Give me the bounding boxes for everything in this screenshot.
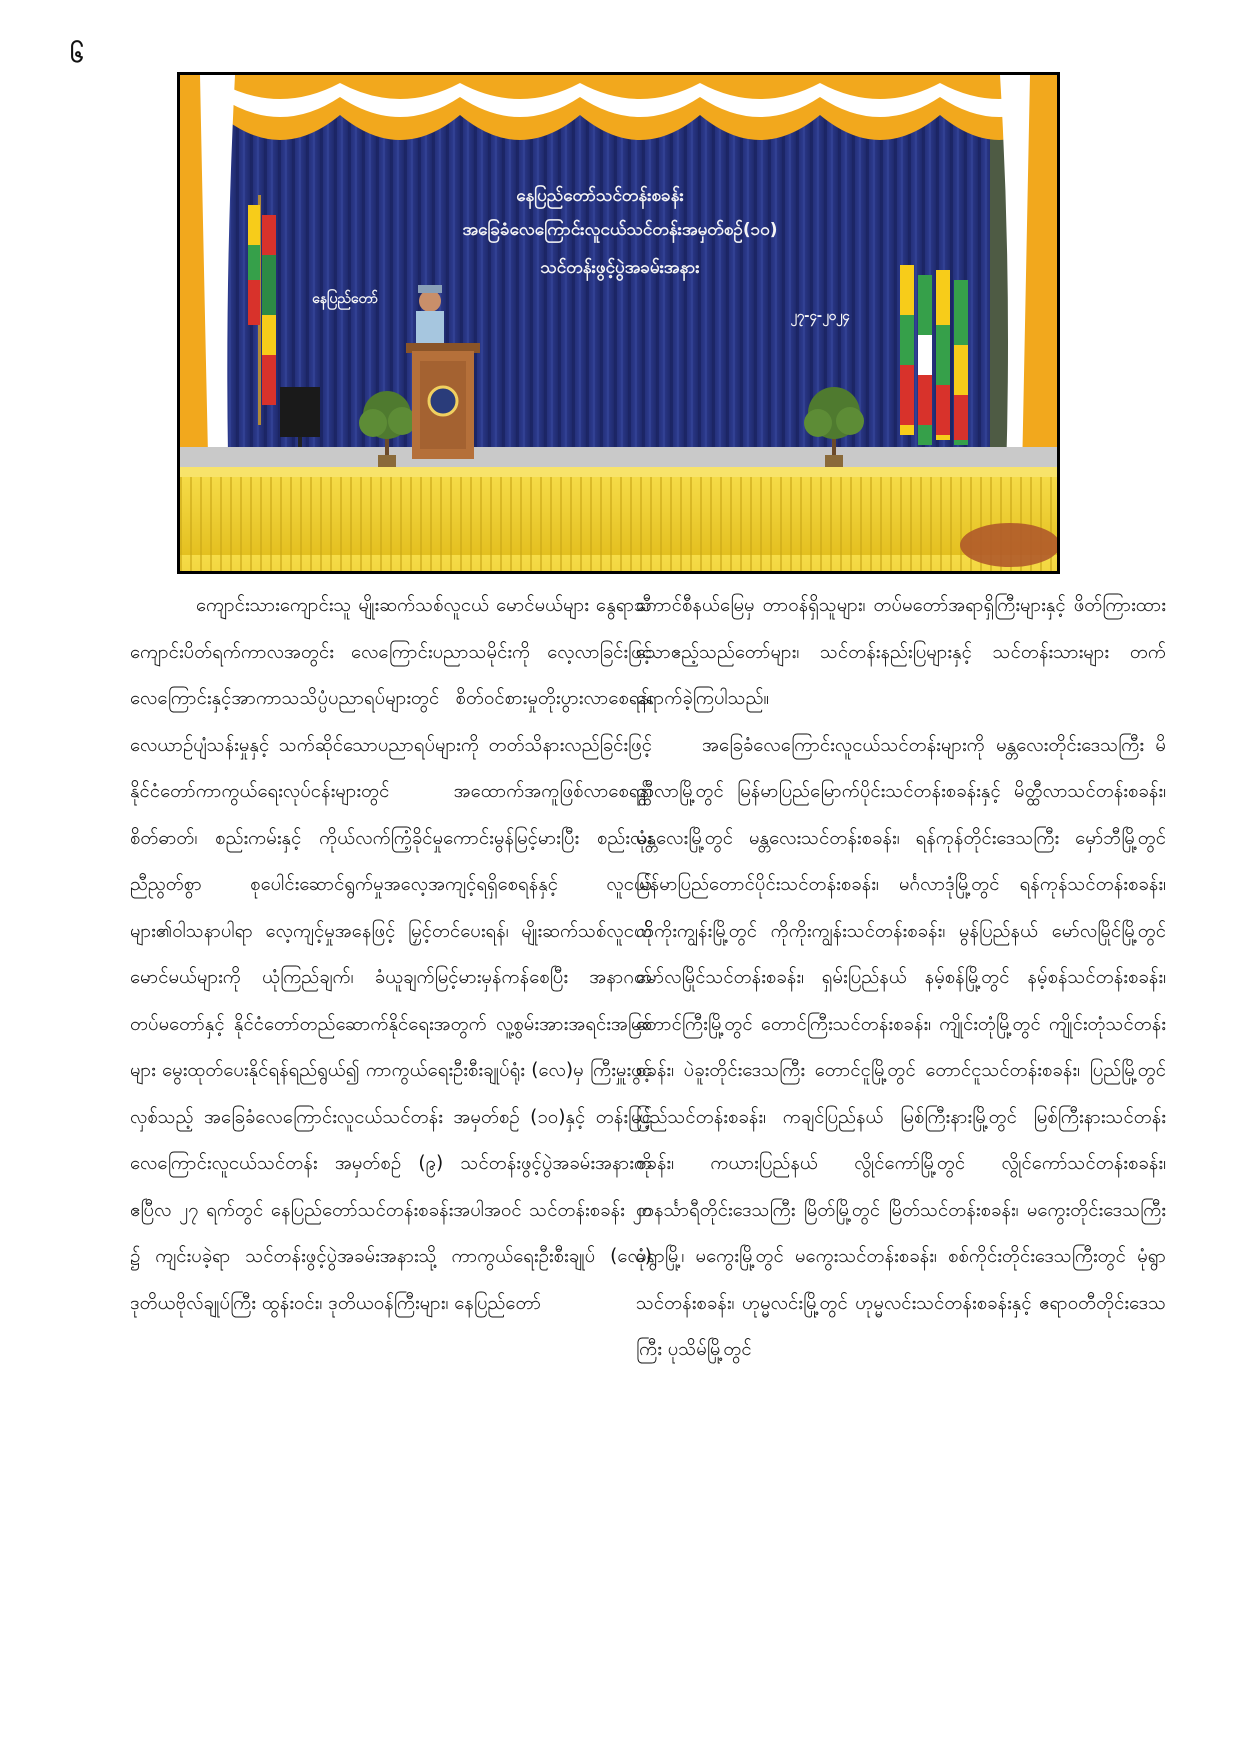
page-number: ၆ [70,40,84,68]
banner-line2: အခြေခံလေကြောင်းလူငယ်သင်တန်းအမှတ်စဉ်(၁၀) [462,220,778,240]
audience-foreground [960,523,1057,567]
article-column-right [636,583,1166,1374]
banner-place: နေပြည်တော် [312,291,378,307]
article-paragraph-right-2: အခြေခံလေကြောင်းလူငယ်သင်တန်းများကို မန္တလေးတိုင်းဒေသကြီး မိတ္ထီလာမြို့တွင် မြန်မာပြည်မြောက်ပိုင်းသင်တန်းစခန်းနှင့် မိတ္ထီလာသင်တန်းစခန်း၊ မန္တလေးမြို့တွင် မန္တလေးသင်တန်းစခန်း၊ ရန်ကုန်တိုင်းဒေသကြီး မှော်ဘီမြို့တွင် မြန်မာပြည်တောင်ပိုင်းသင်တန်းစခန်း၊ မင်္ဂလာဒုံမြို့တွင် ရန်ကုန်သင်တန်းစခန်း၊ ကိုကိုးကျွန်းမြို့တွင် ကိုကိုးကျွန်းသင်တန်းစခန်း၊ မွန်ပြည်နယ် မော်လမြိုင်မြို့တွင် မော်လမြိုင်သင်တန်းစခန်း၊ ရှမ်းပြည်နယ် နမ့်စန်မြို့တွင် နမ့်စန်သင်တန်းစခန်း၊ တောင်ကြီးမြို့တွင် တောင်ကြီးသင်တန်းစခန်း၊ ကျိုင်းတုံမြို့တွင် ကျိုင်းတုံသင်တန်းစခန်း၊ ပဲခူးတိုင်းဒေသကြီး တောင်ငူမြို့တွင် တောင်ငူသင်တန်းစခန်း၊ ပြည်မြို့တွင် ပြည်သင်တန်းစခန်း၊ ကချင်ပြည်နယ် မြစ်ကြီးနားမြို့တွင် မြစ်ကြီးနားသင်တန်းစခန်း၊ ကယားပြည်နယ် လွိုင်ကော်မြို့တွင် လွိုင်ကော်သင်တန်းစခန်း၊ တနင်္သာရီတိုင်းဒေသကြီး မြိတ်မြို့တွင် မြိတ်သင်တန်းစခန်း၊ မကွေးတိုင်းဒေသကြီး မုံရွာမြို့၊ မကွေးမြို့တွင် မကွေးသင်တန်းစခန်း၊ စစ်ကိုင်းတိုင်းဒေသကြီးတွင် မုံရွာသင်တန်းစခန်း၊ ဟုမ္မလင်းမြို့တွင် ဟုမ္မလင်းသင်တန်းစခန်းနှင့် ဧရာဝတီတိုင်းဒေသကြီး ပုသိမ်မြို့တွင် [636,734,1166,1360]
event-photo [177,72,1060,574]
banner-line1: နေပြည်တော်သင်တန်းစခန်း [516,186,684,206]
article-column-left [130,583,652,1327]
banner-date: ၂၇-၄-၂၀၂၄ [790,309,850,324]
article-paragraph-left: ကျောင်းသားကျောင်းသူ မျိုးဆက်သစ်လူငယ် မောင်မယ်များ နွေရာသီကျောင်းပိတ်ရက်ကာလအတွင်း လေကြောင်းပညာသမိုင်းကို လေ့လာခြင်းဖြင့် လေကြောင်းနှင့်အာကာသသိပ္ပံပညာရပ်များတွင် စိတ်ဝင်စားမှုတိုးပွားလာစေရန်၊ လေယာဉ်ပျံသန်းမှုနှင့် သက်ဆိုင်သောပညာရပ်များကို တတ်သိနားလည်ခြင်းဖြင့် နိုင်ငံတော်ကာကွယ်ရေးလုပ်ငန်းများတွင် အထောက်အကူဖြစ်လာစေရန်၊ စိတ်ဓာတ်၊ စည်းကမ်းနှင့် ကိုယ်လက်ကြံ့ခိုင်မှုကောင်းမွန်မြင့်မားပြီး စည်းလုံးညီညွတ်စွာ စုပေါင်းဆောင်ရွက်မှုအလေ့အကျင့်ရရှိစေရန်နှင့် လူငယ်များ၏ဝါသနာပါရာ လေ့ကျင့်မှုအနေဖြင့် မြှင့်တင်ပေးရန်၊ မျိုးဆက်သစ်လူငယ်မောင်မယ်များကို ယုံကြည်ချက်၊ ခံယူချက်မြင့်မားမှန်ကန်စေပြီး အနာဂတ် တပ်မတော်နှင့် နိုင်ငံတော်တည်ဆောက်နိုင်ရေးအတွက် လူ့စွမ်းအားအရင်းအမြစ်များ မွေးထုတ်ပေးနိုင်ရန်ရည်ရွယ်၍ ကာကွယ်ရေးဦးစီးချုပ်ရုံး (လေ)မှ ကြီးမှူးဖွင့်လှစ်သည့် အခြေခံလေကြောင်းလူငယ်သင်တန်း အမှတ်စဉ် (၁၀)နှင့် တန်းမြင့်လေကြောင်းလူငယ်သင်တန်း အမှတ်စဉ် (၉) သင်တန်းဖွင့်ပွဲအခမ်းအနားကို ဧပြီလ ၂၇ ရက်တွင် နေပြည်တော်သင်တန်းစခန်းအပါအဝင် သင်တန်းစခန်း ၂၀ ၌ ကျင်းပခဲ့ရာ သင်တန်းဖွင့်ပွဲအခမ်းအနားသို့ ကာကွယ်ရေးဦးစီးချုပ် (လေ) ဒုတိယဗိုလ်ချုပ်ကြီး ထွန်းဝင်း၊ ဒုတိယဝန်ကြီးများ၊ နေပြည်တော် [130,595,652,1314]
podium [406,343,480,459]
stage-skirt [180,467,1057,571]
banner-line3: သင်တန်းဖွင့်ပွဲအခမ်းအနား [540,258,700,278]
article-paragraph-right-1: ကောင်စီနယ်မြေမှ တာဝန်ရှိသူများ၊ တပ်မတော်အရာရှိကြီးများနှင့် ဖိတ်ကြားထားသောဧည့်သည်တော်များ၊ သင်တန်းနည်းပြများနှင့် သင်တန်းသားများ တက်ရောက်ခဲ့ကြပါသည်။ [636,595,1166,709]
stage-curtain [210,95,990,475]
loudspeaker [280,387,320,437]
